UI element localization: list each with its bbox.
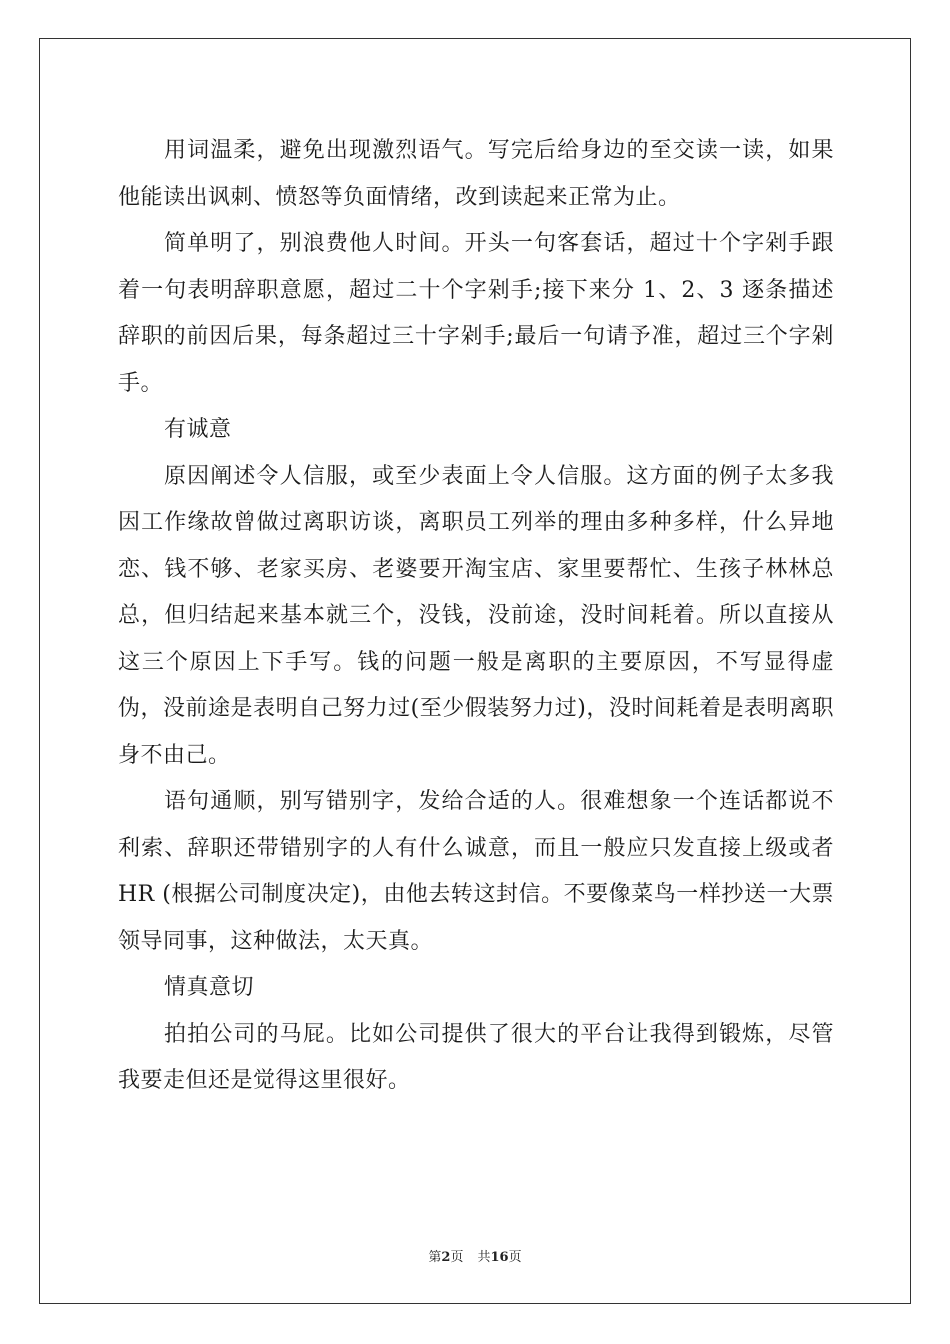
page-footer: [0, 1246, 950, 1265]
paragraph-fluent-sentences: 语句通顺，别写错别字，发给合适的人。很难想象一个连话都说不利索、辞职还带错别字的人有什么诚意，而且一般应只发直接上级或者 HR (根据公司制度决定)，由他去转这封信。不要像菜鸟一样抄送一大票领导同事，这种做法，太天真。: [118, 789, 834, 954]
paragraph-gentle-wording: 用词温柔，避免出现激烈语气。写完后给身边的至交读一读，如果他能读出讽刺、愤怒等负面情绪，改到读起来正常为止。: [118, 138, 834, 210]
paragraph-praise-company: 拍拍公司的马屁。比如公司提供了很大的平台让我得到锻炼，尽管我要走但还是觉得这里很好。: [118, 1021, 834, 1093]
total-pages: 16: [490, 1250, 509, 1265]
page-suffix: 页: [450, 1250, 464, 1265]
paragraph-concise: 简单明了，别浪费他人时间。开头一句客套话，超过十个字剁手跟着一句表明辞职意愿，超过二十个字剁手;接下来分 1、2、3 逐条描述辞职的前因后果，每条超过三十字剁手;最后一句请予准，超过三个字剁手。: [118, 231, 834, 396]
page-number: 2: [441, 1250, 451, 1265]
paragraph-convincing-reasons: 原因阐述令人信服，或至少表面上令人信服。这方面的例子太多我因工作缘故曾做过离职访谈，离职员工列举的理由多种多样，什么异地恋、钱不够、老家买房、老婆要开淘宝店、家里要帮忙、生孩子林林总总，但归结起来基本就三个，没钱，没前途，没时间耗着。所以直接从这三个原因上下手写。钱的问题一般是离职的主要原因，不写显得虚伪，没前途是表明自己努力过(至少假装努力过)，没时间耗着是表明离职身不由己。: [118, 463, 834, 768]
total-suffix: 页: [508, 1250, 522, 1265]
document-body: [118, 128, 834, 1105]
section-heading-sincerity: 有诚意: [164, 417, 232, 442]
page-prefix: 第: [428, 1250, 442, 1265]
total-prefix: 共: [477, 1250, 491, 1265]
section-heading-heartfelt: 情真意切: [164, 975, 255, 1000]
